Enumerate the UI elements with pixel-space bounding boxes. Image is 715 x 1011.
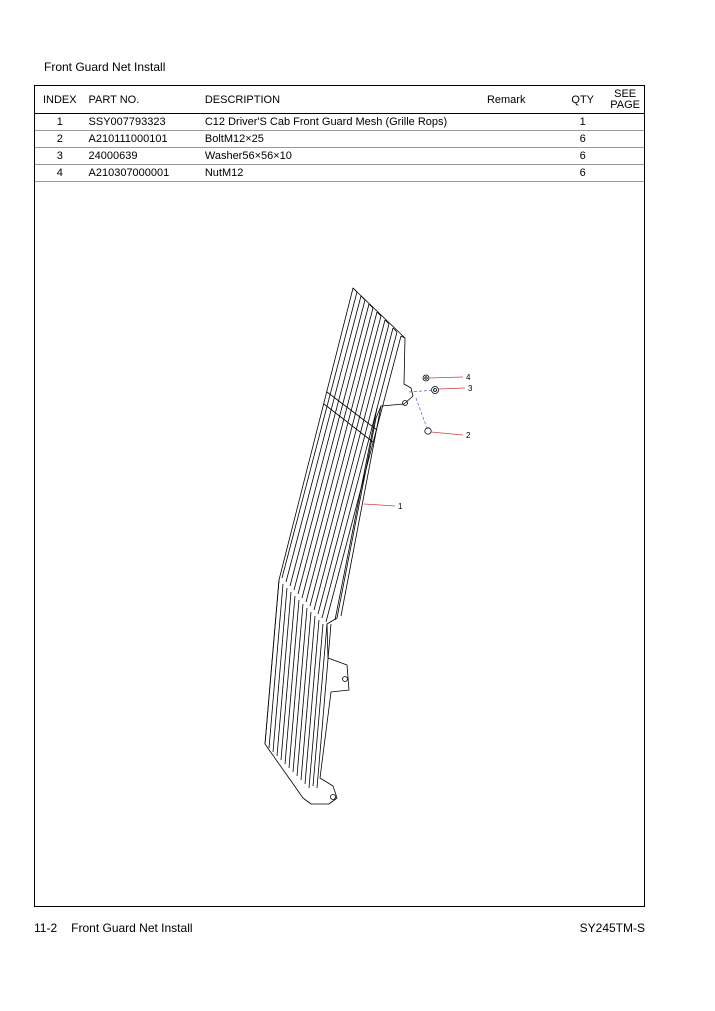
row-description: Washer56×56×10 (201, 148, 483, 165)
row-part-no: A210307000001 (85, 165, 201, 182)
page-title: Front Guard Net Install (44, 60, 166, 74)
guard-outline (265, 288, 413, 804)
row-qty: 6 (559, 148, 606, 165)
callout-2: 2 (466, 431, 471, 440)
mount-hole-lower (331, 795, 336, 800)
callout-4: 4 (466, 373, 471, 382)
mount-hole-middle (343, 677, 348, 682)
footer-model: SY245TM-S (579, 921, 645, 935)
nut (423, 375, 429, 381)
row-index: 3 (35, 148, 85, 165)
header-part-no: PART NO. (85, 86, 201, 114)
row-index: 2 (35, 131, 85, 148)
footer-page-number: 11-2 (34, 921, 58, 935)
row-qty: 6 (559, 165, 606, 182)
row-part-no: A210111000101 (85, 131, 201, 148)
row-description: BoltM12×25 (201, 131, 483, 148)
callout-3: 3 (468, 384, 473, 393)
row-part-no: 24000639 (85, 148, 201, 165)
row-description: NutM12 (201, 165, 483, 182)
header-see-page-line2: PAGE (610, 98, 640, 111)
header-index: INDEX (35, 86, 85, 114)
row-index: 1 (35, 114, 85, 131)
header-description: DESCRIPTION (201, 86, 483, 114)
row-qty: 6 (559, 131, 606, 148)
leader-2 (431, 432, 463, 435)
leader-4 (429, 377, 463, 378)
header-qty: QTY (559, 86, 606, 114)
leader-3 (439, 388, 465, 389)
footer-left (34, 921, 193, 935)
guard-mesh-part (265, 288, 439, 804)
guard-mesh-drawing (35, 86, 646, 908)
footer-section-title: Front Guard Net Install (71, 921, 193, 935)
row-qty: 1 (559, 114, 606, 131)
row-description: C12 Driver'S Cab Front Guard Mesh (Grille Rops) (201, 114, 483, 131)
callout-1: 1 (398, 502, 403, 511)
callout-leaders (364, 377, 465, 506)
row-part-no: SSY007793323 (85, 114, 201, 131)
header-see-page-line1: SEE (614, 87, 637, 100)
row-index: 4 (35, 165, 85, 182)
upper-slats (282, 292, 401, 622)
leader-1 (364, 504, 395, 506)
parts-frame (34, 85, 645, 907)
header-remark: Remark (483, 86, 559, 114)
